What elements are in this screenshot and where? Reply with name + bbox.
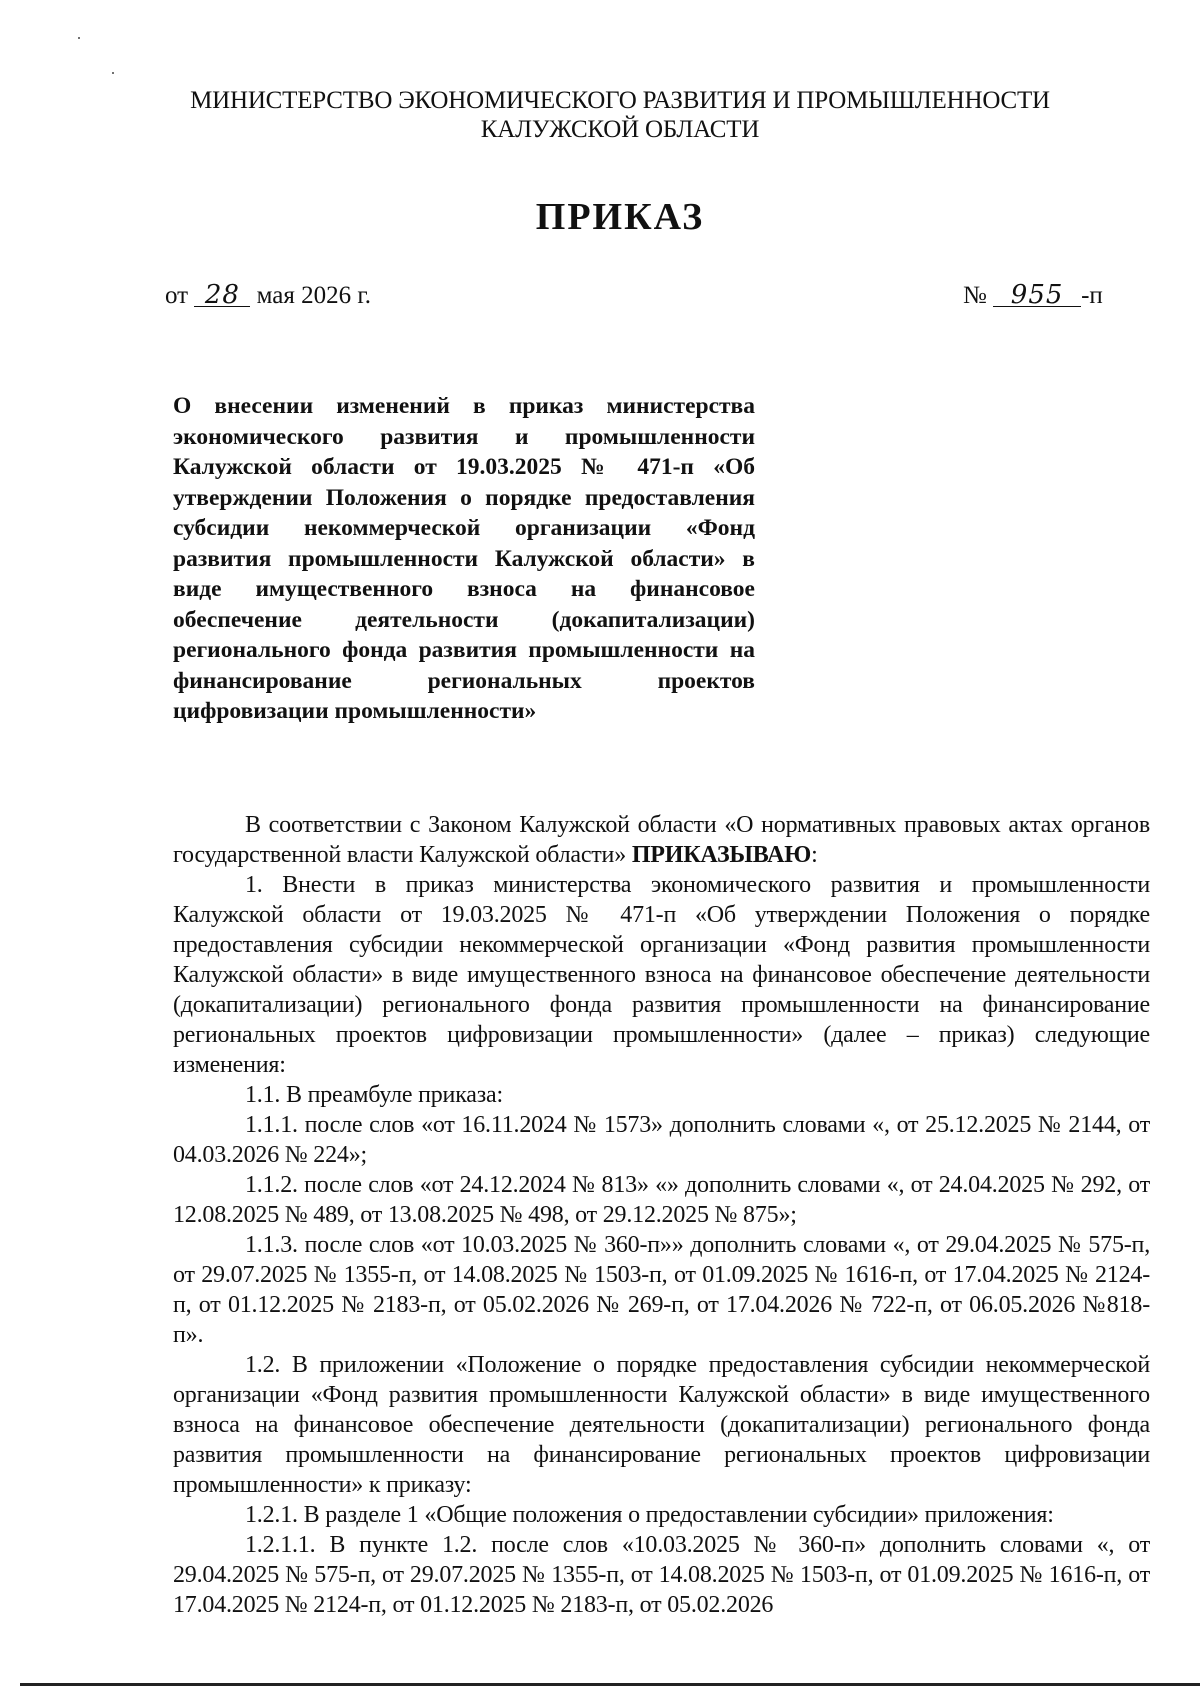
- body-paragraph: 1.2. В приложении «Положение о порядке предоставления субсидии некоммерческой организации «Фонд развития промышленности Калужской области» в виде имущественного взноса на финансовое обеспечение деятельности (докапитализации) регионального фонда развития промышленности на финансирование региональных проектов цифровизации промышленности» к приказу:: [173, 1352, 1150, 1498]
- body-paragraph: 1.1.2. после слов «от 24.12.2024 № 813» «» дополнить словами «, от 24.04.2025 № 292, от 12.08.2025 № 489, от 13.08.2025 № 498, от 29.12.2025 № 875»;: [173, 1172, 1150, 1228]
- ministry-name-line1: МИНИСТЕРСТВО ЭКОНОМИЧЕСКОГО РАЗВИТИЯ И ПРОМЫШЛЕННОСТИ: [190, 87, 1050, 114]
- handwritten-number: 955: [993, 284, 1081, 307]
- order-keyword: ПРИКАЗЫВАЮ: [631, 842, 812, 868]
- order-number: [963, 282, 1103, 310]
- number-sign: №: [963, 282, 987, 309]
- order-keyword-colon: :: [811, 842, 818, 868]
- date-prefix: от: [165, 282, 189, 309]
- ministry-name-line2: КАЛУЖСКОЙ ОБЛАСТИ: [480, 116, 760, 143]
- date-month-year: мая 2026 г.: [256, 282, 372, 309]
- body-paragraph: 1. Внести в приказ министерства экономического развития и промышленности Калужской области от 19.03.2025 № 471-п «Об утверждении Положения о порядке предоставления субсидии некоммерческой организации «Фонд развития промышленности Калужской области» в виде имущественного взноса на финансовое обеспечение деятельности (докапитализации) регионального фонда развития промышленности на финансирование региональных проектов цифровизации промышленности» (далее – приказ) следующие изменения:: [173, 872, 1150, 1078]
- order-date: [165, 282, 371, 310]
- body-paragraph: 1.1.3. после слов «от 10.03.2025 № 360-п»» дополнить словами «, от 29.04.2025 № 575-п, от 29.07.2025 № 1355-п, от 14.08.2025 № 1503-п, от 01.09.2025 № 1616-п, от 17.04.2025 № 2124-п, от 01.12.2025 № 2183-п, от 05.02.2026 № 269-п, от 17.04.2026 № 722-п, от 06.05.2026 №818-п».: [173, 1232, 1150, 1348]
- page-bottom-edge: [20, 1683, 1200, 1686]
- body-paragraph: 1.2.1. В разделе 1 «Общие положения о предоставлении субсидии» приложения:: [245, 1502, 1054, 1528]
- body-paragraph: 1.2.1.1. В пункте 1.2. после слов «10.03.2025 № 360-п» дополнить словами «, от 29.04.2025 № 575-п, от 29.07.2025 № 1355-п, от 14.08.2025 № 1503-п, от 01.09.2025 № 1616-п, от 17.04.2025 № 2124-п, от 01.12.2025 № 2183-п, от 05.02.2026: [173, 1532, 1150, 1618]
- scan-speck: [112, 72, 114, 74]
- order-body: [173, 810, 1150, 1620]
- body-paragraph: 1.1. В преамбуле приказа:: [245, 1082, 503, 1108]
- document-title: ПРИКАЗ: [535, 196, 705, 238]
- handwritten-day: 28: [194, 284, 250, 307]
- order-subject: О внесении изменений в приказ министерства экономического развития и промышленности Калужской области от 19.03.2025 № 471-п «Об утверждении Положения о порядке предоставления субсидии некоммерческой организации «Фонд развития промышленности Калужской области» в виде имущественного взноса на финансовое обеспечение деятельности (докапитализации) регионального фонда развития промышленности на финансирование региональных проектов цифровизации промышленности»: [173, 393, 755, 724]
- number-suffix: -п: [1081, 282, 1103, 309]
- preamble-paragraph: [173, 810, 1150, 870]
- ministry-header: [150, 86, 1090, 144]
- scan-speck: [78, 37, 80, 39]
- body-paragraph: 1.1.1. после слов «от 16.11.2024 № 1573» дополнить словами «, от 25.12.2025 № 2144, от 04.03.2026 № 224»;: [173, 1112, 1150, 1168]
- preamble-text: В соответствии с Законом Калужской области «О нормативных правовых актах органов государственной власти Калужской области»: [173, 812, 1150, 868]
